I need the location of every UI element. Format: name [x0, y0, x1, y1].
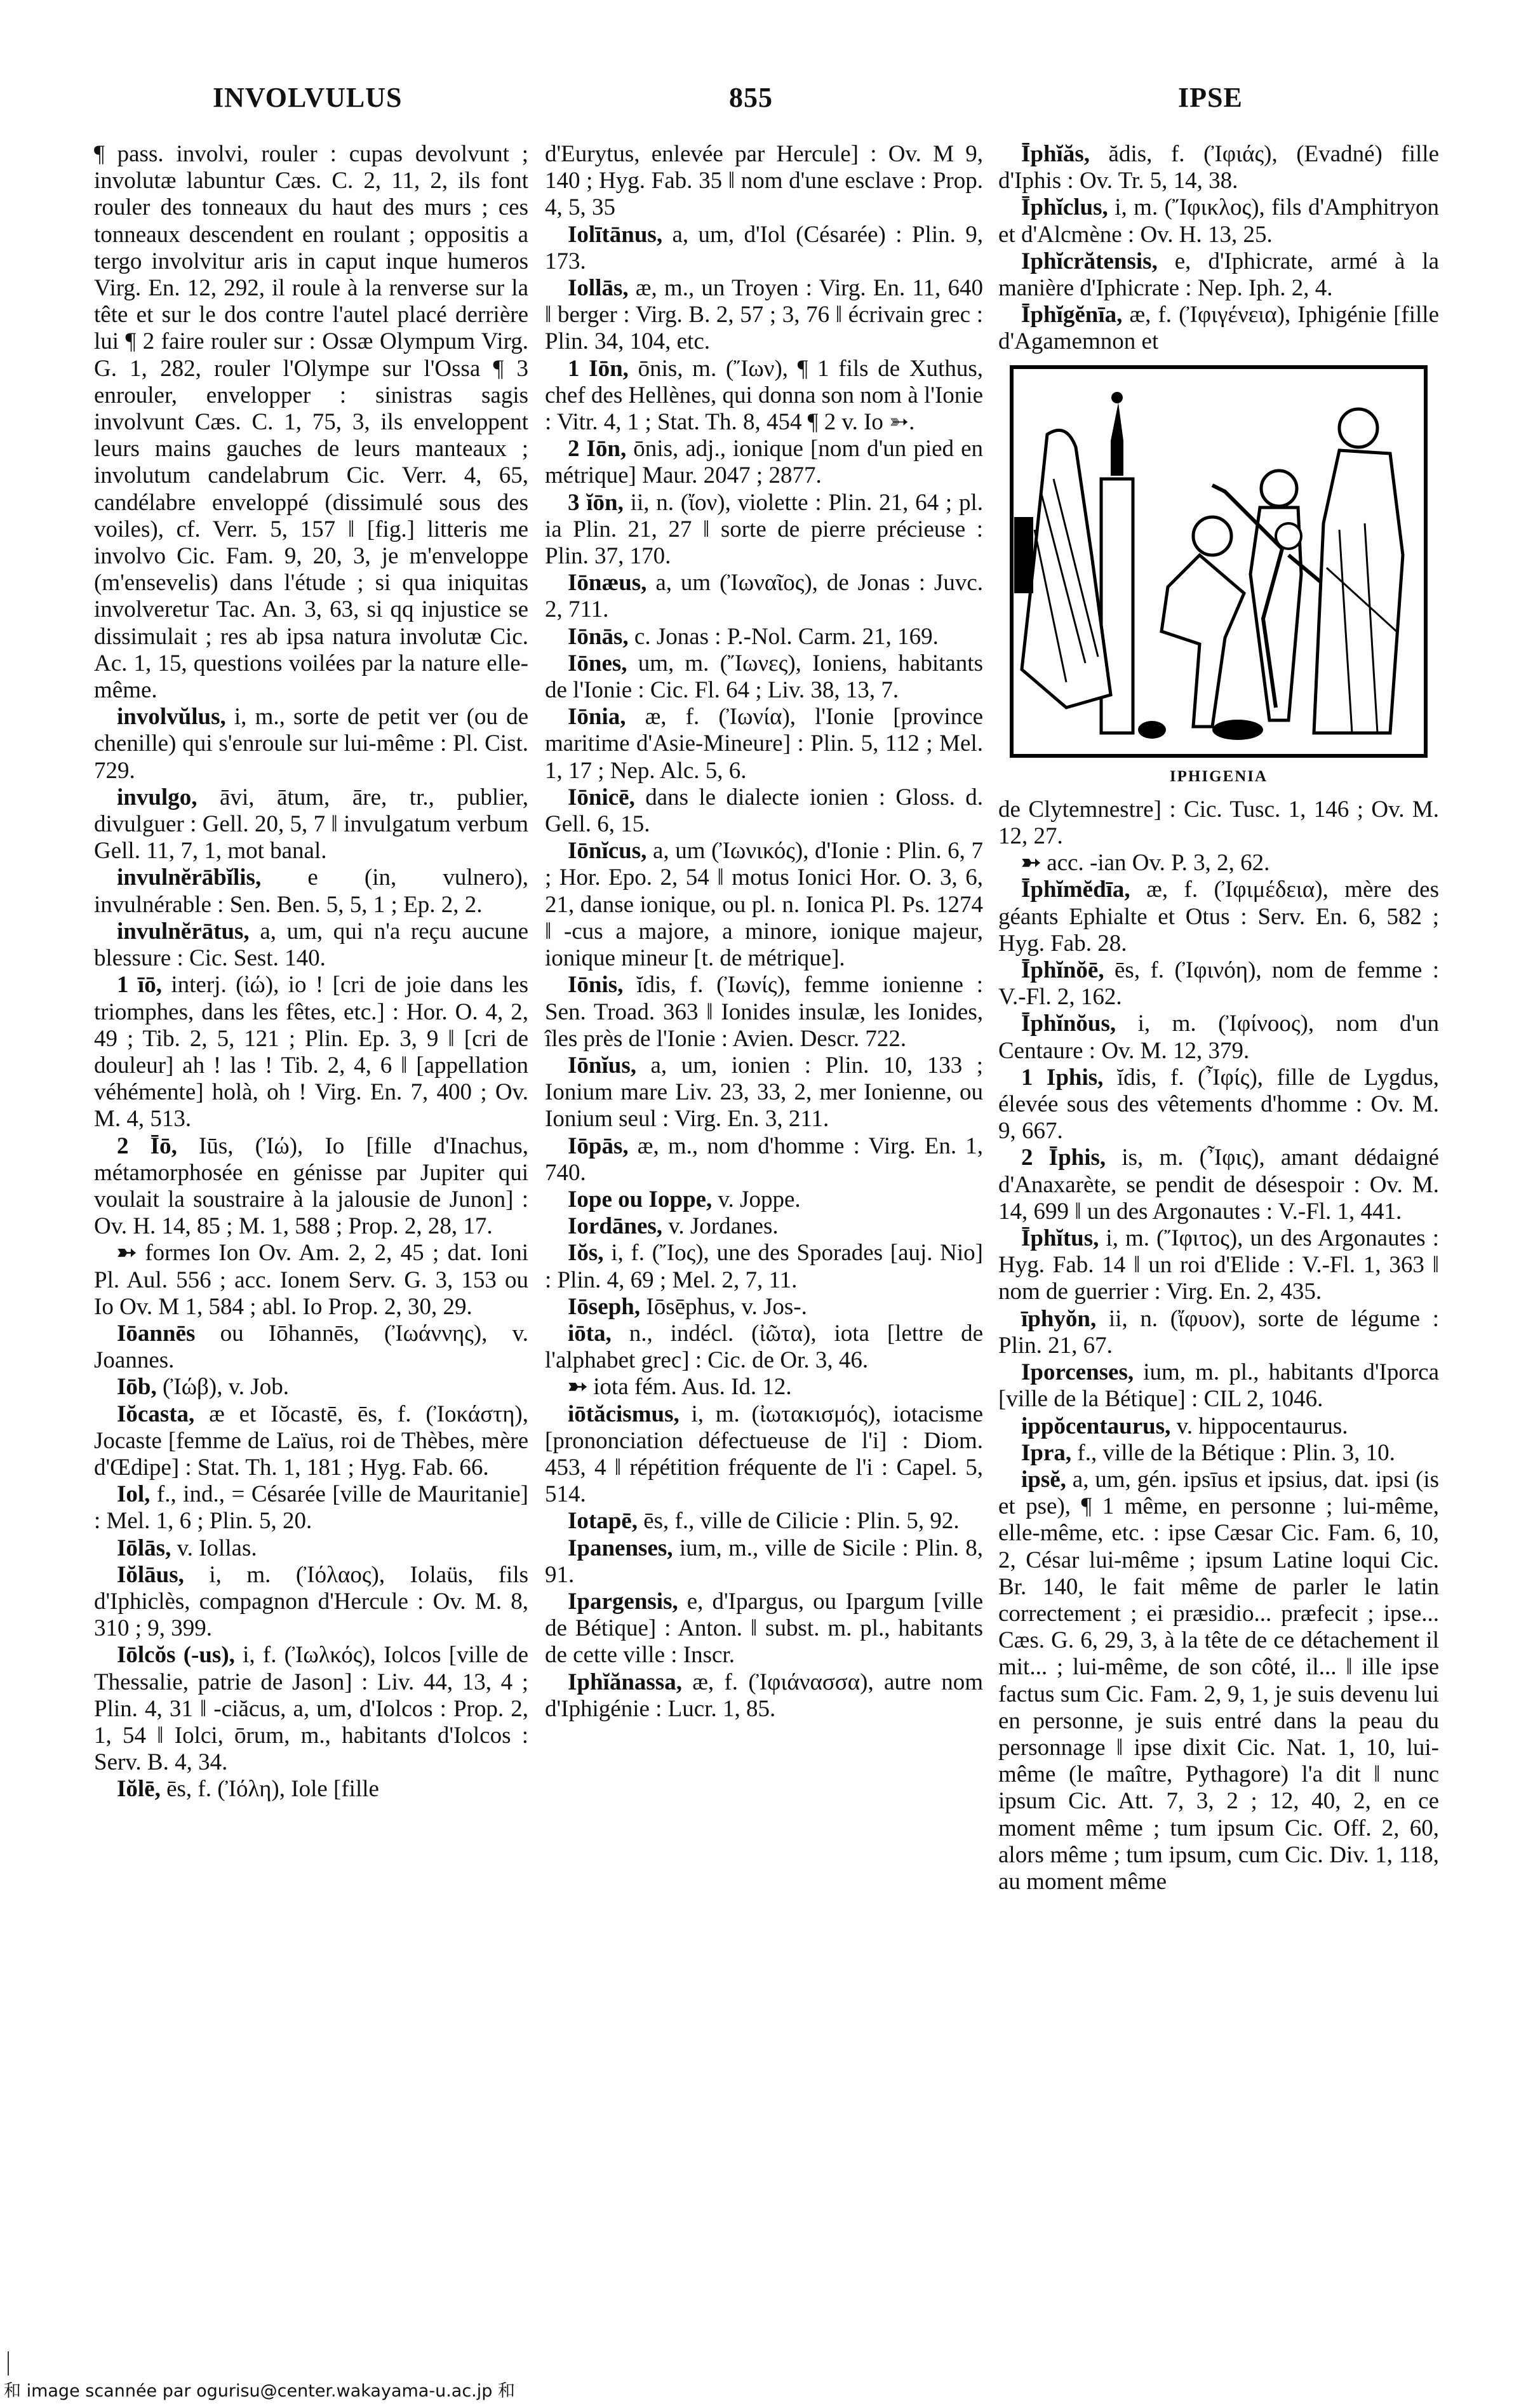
- entry-definition: interj. (ἰώ), io ! [cri de joie dans les triomphes, dans les fêtes, etc.] : Hor. O. 4, 2, 49 ; Tib. 2, 5, 121 ; Plin. Ep. 3, 9 ‖ [cri de douleur] ah ! las ! Tib. 2, 4, 6 ‖ [appellation véhémente] holà, oh ! Virg. En. 7, 400 ; Ov. M. 4, 513.: [94, 972, 528, 1132]
- entry-definition: ium, m. pl., habitants d'Iporca [ville de la Bétique] : CIL 2, 1046.: [998, 1359, 1439, 1413]
- entry-definition: æ, f. (Ἰφιάνασσα), autre nom d'Iphigénie : Lucr. 1, 85.: [545, 1669, 983, 1722]
- dictionary-entry: [998, 1225, 1439, 1306]
- entry-headword: Iordānes,: [568, 1213, 663, 1240]
- entry-definition: v. Iollas.: [171, 1535, 257, 1561]
- entry-definition: a, um (Ἰωναῖος), de Jonas : Juvc. 2, 711.: [545, 570, 983, 623]
- entry-definition: n., indécl. (ἰῶτα), iota [lettre de l'alphabet grec] : Cic. de Or. 3, 46.: [545, 1320, 983, 1374]
- entry-headword: Iōb,: [117, 1374, 157, 1401]
- dictionary-entry: [998, 850, 1439, 877]
- entry-headword: Iollās,: [568, 275, 629, 302]
- entry-definition: a, um, d'Iol (Césarée) : Plin. 9, 173.: [545, 221, 983, 274]
- entry-headword: Iolītānus,: [568, 221, 663, 248]
- entry-headword: Iŏlāus,: [117, 1561, 184, 1588]
- entry-definition: æ, f. (Ἰωνία), l'Ionie [province maritime d'Asie-Mineure] : Plin. 5, 112 ; Mel. 1, 17 ; Nep. Alc. 5, 6.: [545, 704, 983, 784]
- dictionary-entry: [94, 1240, 528, 1321]
- entry-definition: um, m. (Ἴωνες), Ioniens, habitants de l'Ionie : Cic. Fl. 64 ; Liv. 38, 13, 7.: [545, 650, 983, 704]
- entry-definition: ii, n. (ἴφυον), sorte de légume : Plin. 21, 67.: [998, 1305, 1439, 1359]
- entry-definition: v. Joppe.: [712, 1186, 801, 1213]
- entry-definition: f., ville de la Bétique : Plin. 3, 10.: [1071, 1439, 1395, 1466]
- entry-headword: Iōnæus,: [568, 570, 647, 596]
- dictionary-entry: [94, 784, 528, 865]
- dictionary-entry: [545, 838, 983, 972]
- scan-margin-mark: [8, 2351, 9, 2376]
- entry-definition: ēs, f. (Ἰόλη), Iole [fille: [160, 1776, 379, 1803]
- entry-headword: Iōannēs: [117, 1320, 196, 1347]
- entry-definition: iota fém. Aus. Id. 12.: [587, 1374, 792, 1401]
- entry-headword: 2 Iōn,: [568, 436, 627, 462]
- entry-headword: ➳: [1021, 850, 1041, 877]
- dictionary-entry: [545, 1186, 983, 1213]
- entry-headword: Iŏs,: [568, 1240, 604, 1267]
- entry-headword: Ipra,: [1021, 1439, 1072, 1466]
- dictionary-entry: [545, 1508, 983, 1535]
- entry-definition: is, m. (Ἶφις), amant dédaigné d'Anaxarète, se pendit de désespoir : Ov. M. 14, 699 ‖ un des Argonautes : V.-Fl. 1, 441.: [998, 1145, 1439, 1225]
- entry-definition: i, f. (Ἴος), une des Sporades [auj. Nio] : Plin. 4, 69 ; Mel. 2, 7, 11.: [545, 1240, 983, 1293]
- entry-definition: formes Ion Ov. Am. 2, 2, 45 ; dat. Ioni Pl. Aul. 556 ; acc. Ionem Serv. G. 3, 153 ou Io Ov. M 1, 584 ; abl. Io Prop. 2, 30, 29.: [94, 1240, 528, 1320]
- entry-definition: a, um, qui n'a reçu aucune blessure : Cic. Sest. 140.: [94, 918, 528, 972]
- column-1: [94, 141, 528, 1803]
- entry-headword: 2 Īō,: [117, 1132, 177, 1159]
- dictionary-entry: [998, 1011, 1439, 1064]
- entry-headword: Iope ou Ioppe,: [568, 1186, 713, 1213]
- iphigenia-illustration: [998, 365, 1439, 790]
- entry-definition: acc. -ian Ov. P. 3, 2, 62.: [1041, 850, 1270, 877]
- dictionary-entry: [545, 624, 983, 650]
- entry-headword: Iōnĭus,: [568, 1052, 636, 1079]
- entry-headword: Iōpās,: [568, 1132, 629, 1159]
- dictionary-entry: [545, 650, 983, 704]
- entry-headword: Iotapē,: [568, 1508, 638, 1535]
- entry-headword: Īphĭmĕdīa,: [1021, 877, 1130, 903]
- entry-headword: iōtăcismus,: [568, 1401, 680, 1427]
- engraving-image: [1009, 365, 1428, 758]
- entry-definition: ou Iōhannēs, (Ἰωάννης), v. Joannes.: [94, 1320, 528, 1374]
- entry-definition: ii, n. (ἴον), violette : Plin. 21, 64 ; pl. ia Plin. 21, 27 ‖ sorte de pierre précieuse : Plin. 37, 170.: [545, 489, 984, 570]
- dictionary-entry: [998, 1306, 1439, 1359]
- entry-headword: 1 Iōn,: [568, 355, 629, 382]
- dictionary-entry: [998, 1065, 1439, 1145]
- entry-definition: ōnis, m. (Ἴων), ¶ 1 fils de Xuthus, chef des Hellènes, qui donna son nom à l'Ionie : Vitr. 4, 1 ; Stat. Th. 8, 454 ¶ 2 v. Io ➳.: [545, 355, 983, 436]
- entry-definition: f., ind., = Césarée [ville de Mauritanie] : Mel. 1, 6 ; Plin. 5, 20.: [94, 1481, 528, 1535]
- dictionary-entry: [94, 972, 528, 1132]
- dictionary-entry: [545, 1589, 983, 1669]
- entry-headword: īphyŏn,: [1021, 1305, 1097, 1332]
- entry-definition: dans le dialecte ionien : Gloss. d. Gell. 6, 15.: [545, 784, 983, 838]
- entry-definition: e (in, vulnero), invulnérable : Sen. Ben. 5, 5, 1 ; Ep. 2, 2.: [94, 864, 528, 918]
- dictionary-entry: [998, 796, 1439, 850]
- page-number: 855: [729, 82, 773, 113]
- dictionary-entry: [998, 248, 1439, 302]
- dictionary-entry: [545, 1669, 983, 1723]
- entry-headword: 1 Iphis,: [1021, 1064, 1104, 1091]
- entry-headword: Iōseph,: [568, 1293, 641, 1320]
- entry-definition: v. hippocentaurus.: [1170, 1413, 1348, 1439]
- scan-credit-footer: 和 image scannée par ogurisu@center.wakayama-u.ac.jp 和: [4, 2381, 515, 2401]
- dictionary-entry: [545, 436, 983, 489]
- entry-definition: ĭdis, f. (Ἰωνίς), femme ionienne : Sen. Troad. 363 ‖ Ionides insulæ, les Ionides, îles près de l'Ionie : Avien. Descr. 722.: [545, 972, 983, 1052]
- entry-headword: invulgo,: [117, 784, 198, 810]
- dictionary-entry: [94, 704, 528, 784]
- dictionary-entry: [94, 1374, 528, 1401]
- entry-headword: invulnĕrātus,: [117, 918, 250, 944]
- entry-definition: i, f. (Ἰωλκός), Iolcos [ville de Thessalie, patrie de Jason] : Liv. 44, 13, 4 ; Plin. 4, 31 ‖ -ciăcus, a, um, d'Iolcos : Prop. 2, 1, 54 ‖ Iolci, ōrum, m., habitants d'Iolcos : Serv. B. 4, 34.: [94, 1642, 528, 1776]
- entry-definition: e, d'Iphicrate, armé à la manière d'Iphicrate : Nep. Iph. 2, 4.: [998, 248, 1439, 302]
- entry-definition: āvi, ātum, āre, tr., publier, divulguer : Gell. 20, 5, 7 ‖ invulgatum verbum Gell. 11, 7, 1, mot banal.: [94, 784, 528, 864]
- entry-headword: Ipanenses,: [568, 1535, 673, 1561]
- dictionary-entry: [94, 1321, 528, 1374]
- entry-definition: æ, f. (Ἰφιγένεια), Iphigénie [fille d'Agamemnon et: [998, 302, 1439, 355]
- entry-headword: involvŭlus,: [117, 704, 226, 730]
- entry-headword: Iōnicē,: [568, 784, 635, 810]
- entry-headword: 1 īō,: [117, 972, 162, 998]
- entry-headword: invulnĕrābĭlis,: [117, 864, 262, 891]
- entry-headword: Iŏcasta,: [117, 1401, 195, 1427]
- entry-definition: a, um (Ἰωνικός), d'Ionie : Plin. 6, 7 ; Hor. Epo. 2, 54 ‖ motus Ionici Hor. O. 3, 6, 21, danse ionique, ou pl. n. Ionica Pl. Ps. 1274 ‖ -cus a majore, a minore, ionique majeur, ionique mineur [t. de métrique].: [545, 838, 983, 972]
- running-head-right: IPSE: [1178, 82, 1243, 113]
- entry-definition: e, d'Ipargus, ou Ipargum [ville de Bétique] : Anton. ‖ subst. m. pl., habitants de cette ville : Inscr.: [545, 1588, 983, 1669]
- dictionary-entry: [998, 302, 1439, 355]
- dictionary-entry: [94, 1535, 528, 1562]
- entry-definition: a, um, gén. ipsīus et ipsius, dat. ipsi (is et pse), ¶ 1 même, en personne ; lui-même, elle-même, etc. : ipse Cæsar Cic. Fam. 6, 10, 2, César lui-même ; ipsum Latine loqui Cic. Br. 140, le fait même de parler le latin correctement ; ei præsidio... præfecit ; ipse... Cæs. G. 6, 29, 3, à la tête de ce détachement il mit... ; lui-même, de son côté, il... ‖ ille ipse factus sum Cic. Fam. 2, 9, 1, je suis devenu lui en personne, je suis entré dans la peau du personnage ‖ ipse dixit Cic. Nat. 1, 10, lui-même (le maître, Pythagore) l'a dit ‖ nunc ipsum Cic. Att. 7, 3, 2 ; 12, 40, 2, en ce moment même ; tum ipsum Cic. Off. 2, 60, alors même ; tum ipsum, cum Cic. Div. 1, 118, au moment même: [998, 1466, 1439, 1895]
- entry-definition: ium, m., ville de Sicile : Plin. 8, 91.: [545, 1535, 983, 1588]
- dictionary-entry: [545, 784, 983, 838]
- dictionary-entry: [545, 275, 983, 356]
- entry-headword: Ipargensis,: [568, 1588, 678, 1615]
- dictionary-entry: [998, 1440, 1439, 1467]
- entry-headword: ➳: [117, 1240, 137, 1267]
- dictionary-entry: [94, 1133, 528, 1240]
- entry-definition: ĭdis, f. (Ἶφίς), fille de Lygdus, élevée sous des vêtements d'homme : Ov. M. 9, 667.: [998, 1064, 1440, 1145]
- dictionary-entry: [998, 141, 1439, 194]
- entry-definition: v. Jordanes.: [662, 1213, 779, 1240]
- dictionary-entry: [998, 1413, 1439, 1440]
- entry-headword: Iŏlē,: [117, 1776, 161, 1803]
- column-3-bottom: [998, 796, 1439, 1895]
- entry-definition: æ, m., nom d'homme : Virg. En. 1, 740.: [545, 1132, 983, 1186]
- entry-headword: Īphĭăs,: [1021, 141, 1090, 167]
- dictionary-entry: [545, 1401, 983, 1509]
- column-2: [545, 141, 983, 1723]
- dictionary-entry: [545, 222, 983, 275]
- dictionary-entry: [94, 864, 528, 918]
- entry-definition: Iōsēphus, v. Jos-.: [640, 1293, 807, 1320]
- entry-definition: de Clytemnestre] : Cic. Tusc. 1, 146 ; Ov. M. 12, 27.: [998, 796, 1439, 850]
- entry-definition: i, m., sorte de petit ver (ou de chenille) qui s'enroule sur lui-même : Pl. Cist. 729.: [94, 704, 528, 784]
- dictionary-entry: [545, 1213, 983, 1240]
- dictionary-entry: [94, 141, 528, 704]
- dictionary-entry: [94, 918, 528, 972]
- entry-definition: i, m. (Ἰφίνοος), nom d'un Centaure : Ov. M. 12, 379.: [998, 1011, 1439, 1064]
- entry-definition: i, m. (ἰωτακισμός), iotacisme [prononciation défectueuse de l'i] : Diom. 453, 4 ‖ répétition fréquente de l'i : Capel. 5, 514.: [545, 1401, 983, 1508]
- dictionary-entry: [998, 1467, 1439, 1895]
- dictionary-entry: [545, 570, 983, 623]
- dictionary-entry: [998, 1145, 1439, 1225]
- entry-definition: i, m. (Ἴφικλος), fils d'Amphitryon et d'Alcmène : Ov. H. 13, 25.: [998, 194, 1439, 248]
- entry-headword: Iphĭănassa,: [568, 1669, 682, 1695]
- entry-headword: Īphĭgĕnīa,: [1021, 302, 1123, 328]
- entry-headword: Iporcenses,: [1021, 1359, 1134, 1386]
- dictionary-entry: [998, 957, 1439, 1011]
- entry-headword: Iol,: [117, 1481, 151, 1508]
- illustration-caption: IPHIGENIA: [1169, 767, 1268, 785]
- entry-definition: ēs, f., ville de Cilicie : Plin. 5, 92.: [637, 1508, 960, 1535]
- entry-definition: ēs, f. (Ἰφινόη), nom de femme : V.-Fl. 2, 162.: [998, 957, 1439, 1011]
- entry-definition: (Ἰώβ), v. Job.: [156, 1374, 289, 1401]
- entry-headword: ipsĕ,: [1021, 1466, 1066, 1493]
- entry-headword: ippŏcentaurus,: [1021, 1413, 1171, 1439]
- dictionary-entry: [998, 194, 1439, 248]
- entry-headword: 3 ĭōn,: [568, 489, 624, 516]
- entry-definition: i, m. (Ἰόλαος), Iolaüs, fils d'Iphiclès, compagnon d'Hercule : Ov. M. 8, 310 ; 9, 399.: [94, 1561, 528, 1642]
- entry-definition: æ, m., un Troyen : Virg. En. 11, 640 ‖ berger : Virg. B. 2, 57 ; 3, 76 ‖ écrivain grec : Plin. 34, 104, etc.: [545, 275, 983, 355]
- entry-headword: Iōnia,: [568, 704, 626, 730]
- dictionary-entry: [545, 1052, 983, 1133]
- dictionary-entry: [545, 1374, 983, 1401]
- dictionary-entry: [545, 1535, 983, 1589]
- entry-headword: Īphĭnŏē,: [1021, 957, 1104, 984]
- entry-headword: Iōnis,: [568, 972, 624, 998]
- dictionary-entry: [545, 1294, 983, 1321]
- dictionary-entry: [94, 1776, 528, 1803]
- entry-definition: æ, f. (Ἰφιμέδεια), mère des géants Ephialte et Otus : Serv. En. 6, 582 ; Hyg. Fab. 28.: [998, 877, 1439, 957]
- dictionary-entry: [545, 704, 983, 784]
- entry-headword: 2 Īphis,: [1021, 1145, 1106, 1171]
- entry-headword: Iōnĭcus,: [568, 838, 647, 864]
- entry-definition: c. Jonas : P.-Nol. Carm. 21, 169.: [628, 623, 939, 650]
- dictionary-entry: [545, 490, 983, 570]
- dictionary-entry: [94, 1562, 528, 1643]
- dictionary-entry: [545, 1240, 983, 1293]
- dictionary-entry: [545, 972, 983, 1052]
- column-3-top: [998, 141, 1439, 356]
- entry-headword: Iōlcŏs (-us),: [117, 1642, 235, 1669]
- column-3: [998, 141, 1439, 1895]
- entry-headword: Iphĭcrătensis,: [1021, 248, 1158, 274]
- entry-headword: iōta,: [568, 1320, 612, 1347]
- entry-definition: æ et Iŏcastē, ēs, f. (Ἰοκάστη), Jocaste [femme de Laïus, roi de Thèbes, mère d'Œdipe] : Stat. Th. 1, 181 ; Hyg. Fab. 66.: [94, 1401, 528, 1481]
- dictionary-entry: [94, 1481, 528, 1535]
- entry-definition: i, m. (Ἴφιτος), un des Argonautes : Hyg. Fab. 14 ‖ un roi d'Elide : V.-Fl. 1, 363 ‖ nom de guerrier : Virg. En. 2, 435.: [998, 1225, 1439, 1305]
- entry-headword: Iōnās,: [568, 623, 629, 650]
- dictionary-entry: [545, 1321, 983, 1374]
- entry-definition: ōnis, adj., ionique [nom d'un pied en métrique] Maur. 2047 ; 2877.: [545, 436, 983, 489]
- entry-definition: ¶ pass. involvi, rouler : cupas devolvunt ; involutæ labuntur Cæs. C. 2, 11, 2, ils font rouler des tonneaux du haut des murs ; ces tonneaux descendent en roulant ; oppositis a tergo involvitur aris in caput inque humeros Virg. En. 12, 292, il roule à la renverse sur la tête et sur le dos contre l'autel placé derrière lui ¶ 2 faire rouler sur : Ossæ Olympum Virg. G. 1, 282, rouler l'Olympe sur l'Ossa ¶ 3 enrouler, envelopper : sinistras sagis involvunt Cæs. C. 1, 75, 3, ils enveloppent leurs mains gauches de leurs manteaux ; involutum candelabrum Cic. Verr. 4, 65, candélabre enveloppé (dissimulé sous des voiles), cf. Verr. 5, 157 ‖ [fig.] litteris me involvo Cic. Fam. 9, 20, 3, je m'enveloppe (m'ensevelis) dans l'étude ; si qua iniquitas involveretur Tac. An. 3, 63, si qq injustice se dissimulait ; res ab ipsa natura involutæ Cic. Ac. 1, 15, questions voilées par la nature elle-même.: [94, 141, 528, 704]
- dictionary-entry: [94, 1401, 528, 1482]
- dictionary-entry: [545, 356, 983, 436]
- entry-definition: a, um, ionien : Plin. 10, 133 ; Ionium mare Liv. 23, 33, 2, mer Ionienne, ou Ionium seul : Virg. En. 3, 211.: [545, 1052, 983, 1132]
- entry-headword: ➳: [568, 1374, 588, 1401]
- dictionary-entry: [998, 1359, 1439, 1413]
- entry-headword: Iōlās,: [117, 1535, 171, 1561]
- entry-definition: d'Eurytus, enlevée par Hercule] : Ov. M 9, 140 ; Hyg. Fab. 35 ‖ nom d'une esclave : Prop. 4, 5, 35: [545, 141, 983, 221]
- dictionary-entry: [94, 1642, 528, 1776]
- entry-definition: ădis, f. (Ἰφιάς), (Evadné) fille d'Iphis : Ov. Tr. 5, 14, 38.: [998, 141, 1439, 194]
- dictionary-entry: [998, 877, 1439, 957]
- entry-headword: Īphĭclus,: [1021, 194, 1108, 221]
- entry-headword: Iōnes,: [568, 650, 627, 676]
- running-head-left: INVOLVULUS: [213, 82, 403, 113]
- dictionary-entry: [545, 1133, 983, 1186]
- dictionary-entry: [545, 141, 983, 222]
- entry-definition: Iūs, (Ἰώ), Io [fille d'Inachus, métamorphosée en génisse par Jupiter qui voulait la soustraire à la jalousie de Junon] : Ov. H. 14, 85 ; M. 1, 588 ; Prop. 2, 28, 17.: [94, 1132, 528, 1240]
- entry-headword: Īphĭnŏus,: [1021, 1011, 1116, 1037]
- entry-headword: Īphĭtus,: [1021, 1225, 1099, 1252]
